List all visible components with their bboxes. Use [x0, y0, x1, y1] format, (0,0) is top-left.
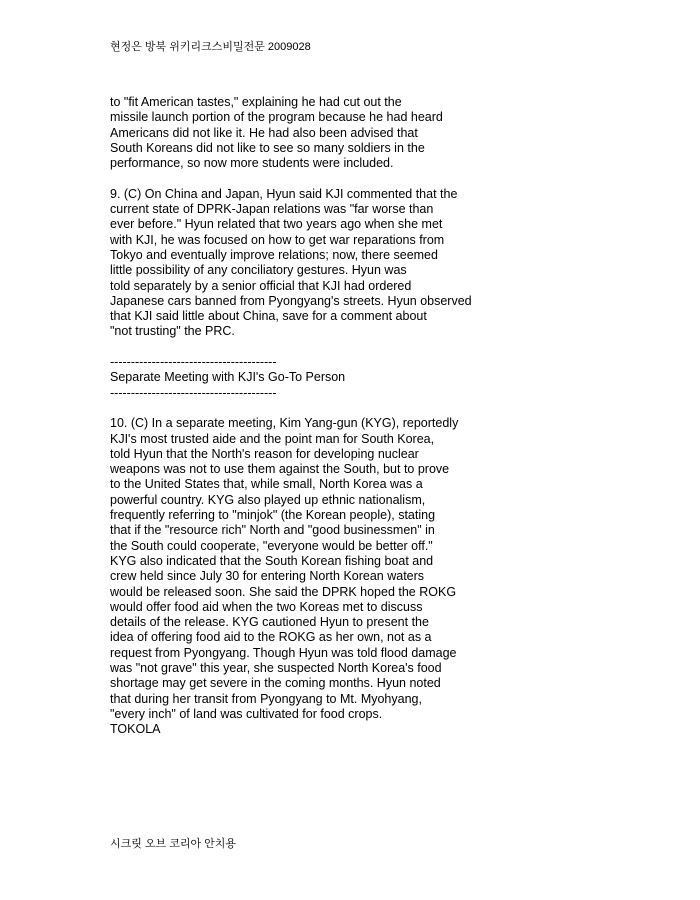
- heading-rule-bottom: ----------------------------------------: [110, 385, 277, 400]
- text-line: details of the release. KYG cautioned Hyun to present the: [110, 615, 429, 630]
- text-line: crew held since July 30 for entering North Korean waters: [110, 569, 425, 584]
- text-line: South Koreans did not like to see so many soldiers in the: [110, 140, 425, 155]
- text-line: performance, so now more students were included.: [110, 156, 394, 171]
- text-line: weapons was not to use them against the South, but to prove: [110, 462, 450, 477]
- heading-title: Separate Meeting with KJI's Go-To Person: [110, 370, 346, 385]
- heading-rule-top: ----------------------------------------: [110, 355, 277, 370]
- paragraph-9: [110, 187, 630, 340]
- text-line: was "not grave" this year, she suspected North Korea's food: [110, 660, 442, 675]
- text-line: that KJI said little about China, save for a comment about: [110, 309, 427, 324]
- text-line: KYG also indicated that the South Korean fishing boat and: [110, 553, 434, 568]
- text-line: told separately by a senior official that KJI had ordered: [110, 278, 412, 293]
- text-line: frequently referring to "minjok" (the Korean people), stating: [110, 508, 436, 523]
- text-line: to the United States that, while small, North Korea was a: [110, 477, 423, 492]
- text-line: Tokyo and eventually improve relations; now, there seemed: [110, 247, 438, 262]
- paragraph-10: [110, 416, 630, 737]
- text-line: powerful country. KYG also played up ethnic nationalism,: [110, 492, 426, 507]
- text-line: to "fit American tastes," explaining he had cut out the: [110, 95, 402, 109]
- text-line: Americans did not like it. He had also been advised that: [110, 125, 418, 140]
- text-line: missile launch portion of the program because he had heard: [110, 110, 443, 125]
- document-body: [110, 95, 630, 737]
- text-line: "not trusting" the PRC.: [110, 324, 235, 339]
- paragraph-gap: [110, 171, 630, 186]
- text-line: shortage may get severe in the coming months. Hyun noted: [110, 676, 441, 691]
- text-line: that if the "resource rich" North and "good businessmen" in: [110, 523, 435, 538]
- text-line: "every inch" of land was cultivated for food crops.: [110, 706, 383, 721]
- text-line: current state of DPRK-Japan relations was "far worse than: [110, 202, 434, 217]
- text-line: request from Pyongyang. Though Hyun was told flood damage: [110, 645, 457, 660]
- signature-line: TOKOLA: [110, 722, 161, 737]
- text-line: ever before." Hyun related that two years ago when she met: [110, 217, 443, 232]
- section-heading: [110, 355, 630, 401]
- paragraph-gap: [110, 340, 630, 355]
- text-line: the South could cooperate, "everyone would be better off.": [110, 538, 433, 553]
- text-line: 10. (C) In a separate meeting, Kim Yang-gun (KYG), reportedly: [110, 416, 459, 431]
- text-line: Japanese cars banned from Pyongyang's streets. Hyun observed: [110, 293, 472, 308]
- text-line: that during her transit from Pyongyang to Mt. Myohyang,: [110, 691, 422, 706]
- text-line: would be released soon. She said the DPRK hoped the ROKG: [110, 584, 457, 599]
- text-line: little possibility of any conciliatory gestures. Hyun was: [110, 263, 407, 278]
- text-line: would offer food aid when the two Koreas met to discuss: [110, 599, 423, 614]
- text-line: idea of offering food aid to the ROKG as her own, not as a: [110, 630, 432, 645]
- text-line: with KJI, he was focused on how to get war reparations from: [110, 232, 445, 247]
- paragraph-8-continued: [110, 95, 630, 171]
- text-line: 9. (C) On China and Japan, Hyun said KJI commented that the: [110, 186, 458, 201]
- paragraph-gap: [110, 401, 630, 416]
- page-header: 현정은 방북 위키리크스비밀전문 2009028: [110, 41, 311, 53]
- text-line: told Hyun that the North's reason for developing nuclear: [110, 446, 419, 461]
- page-footer: 시크릿 오브 코리아 안치용: [110, 838, 237, 850]
- text-line: KJI's most trusted aide and the point man for South Korea,: [110, 431, 435, 446]
